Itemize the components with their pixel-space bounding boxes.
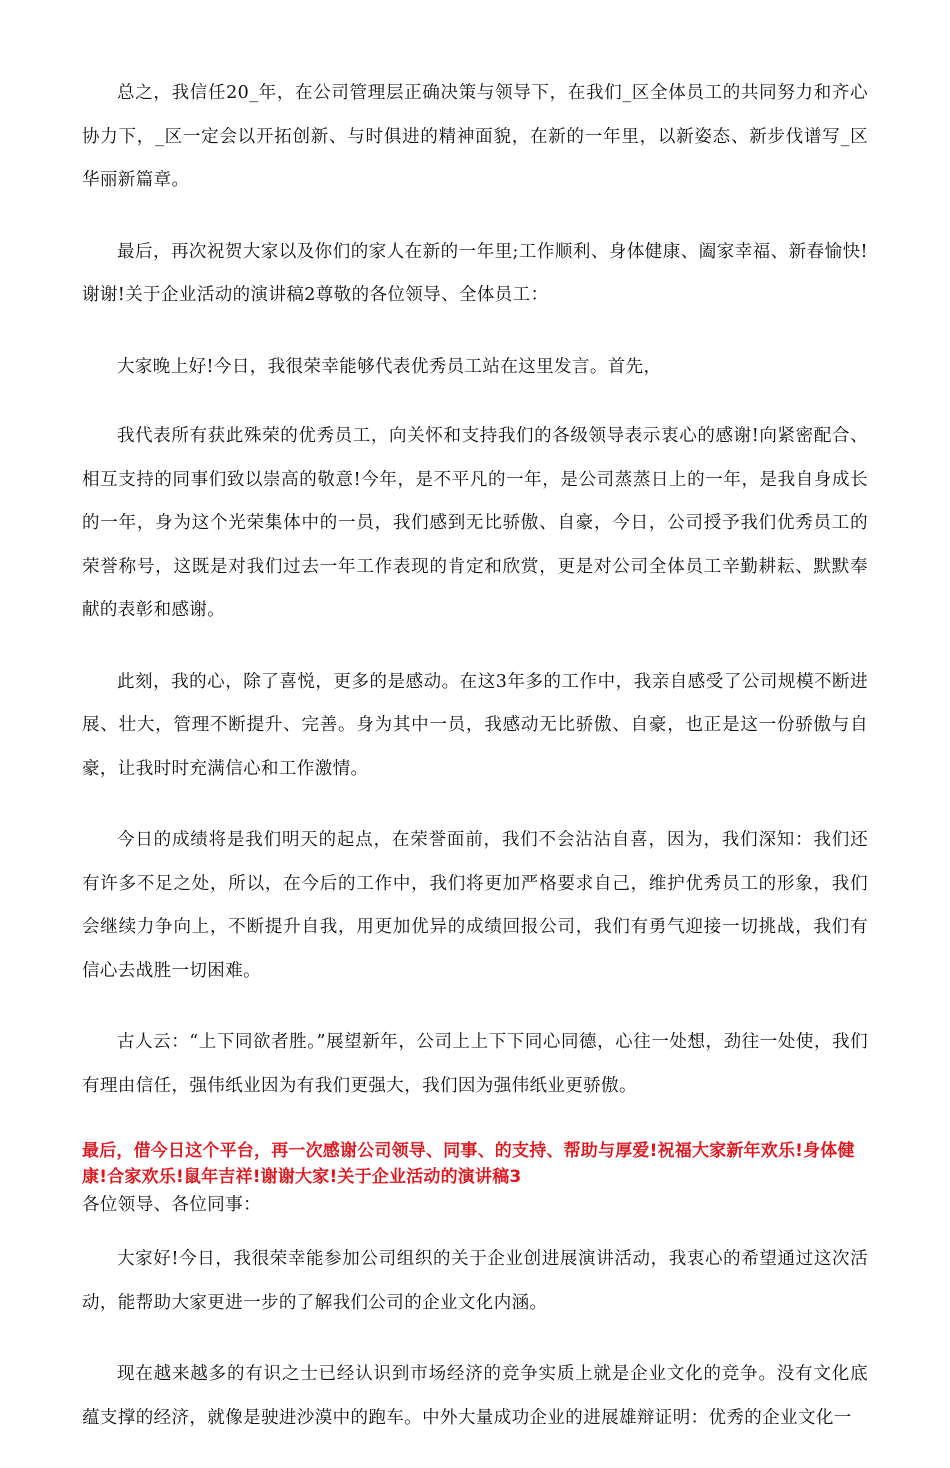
paragraph-feelings: 此刻，我的心，除了喜悦，更多的是感动。在这3年多的工作中，我亲自感受了公司规模不断进展、壮大，管理不断提升、完善。身为其中一员，我感动无比骄傲、自豪，也正是这一份骄傲与自豪，让我时时充满信心和工作激情。	[82, 671, 868, 779]
paragraph-resolve: 今日的成绩将是我们明天的起点，在荣誉面前，我们不会沾沾自喜，因为，我们深知：我们还有许多不足之处，所以，在今后的工作中，我们将更加严格要求自己，维护优秀员工的形象，我们会继续力争向上，不断提升自我，用更加优异的成绩回报公司，我们有勇气迎接一切挑战，我们有信心去战胜一切困难。	[82, 830, 868, 981]
paragraph-proverb: 古人云：“上下同欲者胜。”展望新年，公司上上下下同心同德，心往一处想，劲往一处使，我们有理由信任，强伟纸业因为有我们更强大，我们因为强伟纸业更骄傲。	[82, 1032, 868, 1096]
paragraph-speech3-culture: 现在越来越多的有识之士已经认识到市场经济的竞争实质上就是企业文化的竞争。没有文化底蕴支撑的经济，就像是驶进沙漠中的跑车。中外大量成功企业的进展雄辩证明：优秀的企业文化一	[82, 1364, 868, 1428]
paragraph-thanks: 我代表所有获此殊荣的优秀员工，向关怀和支持我们的各级领导表示衷心的感谢!向紧密配合、相互支持的同事们致以崇高的敬意!今年，是不平凡的一年，是公司蒸蒸日上的一年，是我自身成长的一年，身为这个光荣集体中的一员，我们感到无比骄傲、自豪，今日，公司授予我们优秀员工的荣誉称号，这既是对我们过去一年工作表现的肯定和欣赏，更是对公司全体员工辛勤耕耘、默默奉献的表彰和感谢。	[82, 426, 868, 620]
document-page	[82, 72, 868, 1468]
paragraph-closing-wishes: 最后，再次祝贺大家以及你们的家人在新的一年里;工作顺利、身体健康、阖家幸福、新春愉快!谢谢!关于企业活动的演讲稿2尊敬的各位领导、全体员工：	[82, 241, 868, 305]
paragraph-speech3-intro: 大家好!今日，我很荣幸能参加公司组织的关于企业创进展演讲活动，我衷心的希望通过这次活动，能帮助大家更进一步的了解我们公司的企业文化内涵。	[82, 1249, 868, 1313]
salutation: 各位领导、各位同事：	[82, 1195, 261, 1215]
red-heading: 最后，借今日这个平台，再一次感谢公司领导、同事、的支持、帮助与厚爱!祝福大家新年欢乐!身体健康!合家欢乐!鼠年吉祥!谢谢大家!关于企业活动的演讲稿3	[82, 1141, 855, 1187]
paragraph-greeting: 大家晚上好!今日，我很荣幸能够代表优秀员工站在这里发言。首先，	[117, 356, 662, 377]
paragraph-conclusion: 总之，我信任20_年，在公司管理层正确决策与领导下，在我们_区全体员工的共同努力和齐心协力下，_区一定会以开拓创新、与时俱进的精神面貌，在新的一年里，以新姿态、新步伐谱写_区华丽新篇章。	[82, 83, 868, 190]
